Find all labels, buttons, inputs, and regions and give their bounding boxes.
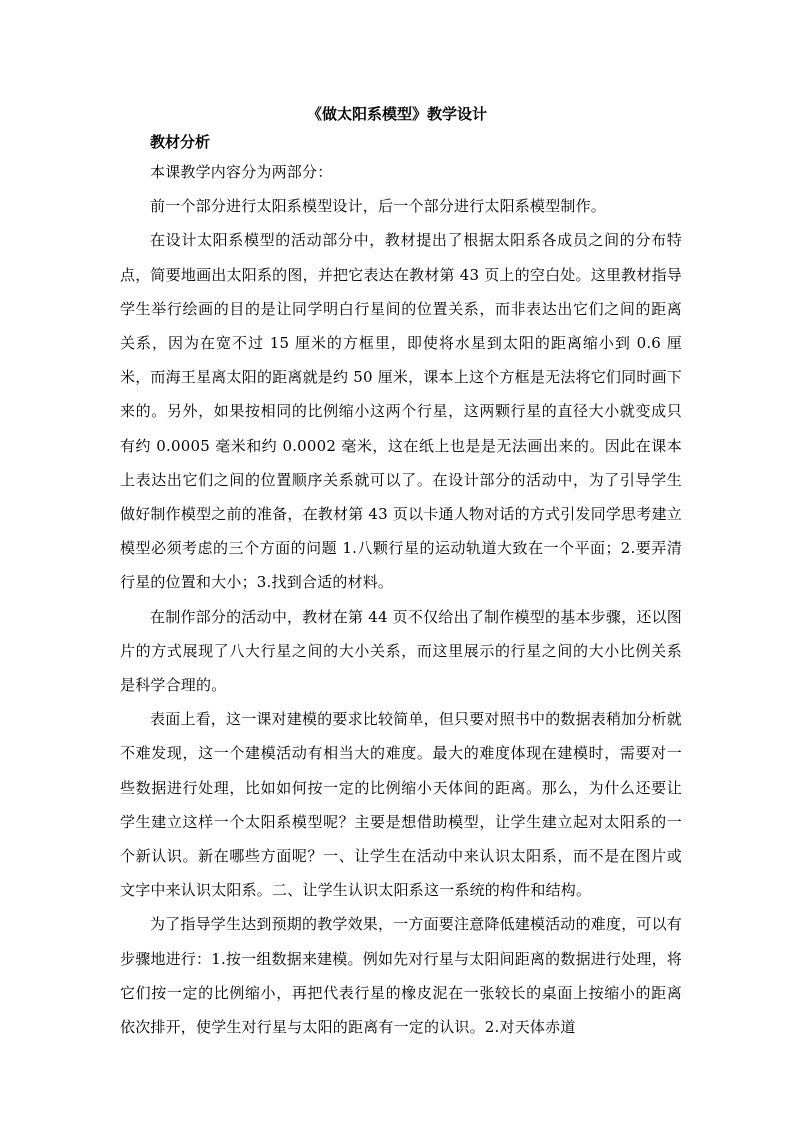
paragraph: 前一个部分进行太阳系模型设计，后一个部分进行太阳系模型制作。 (150, 197, 607, 216)
paragraph: 本课教学内容分为两部分： (150, 163, 333, 181)
paragraph: 在设计太阳系模型的活动部分中，教材提出了根据太阳系各成员之间的分布特点，简要地画出太阳系的图，并把它表达在教材第 43 页上的空白处。这里教材指导学生举行绘画的目的是让同学明白行星间的位置关系，而非表达出它们之间的距离关系，因为在宽不过 15 厘米的方框里，即使将水星到太阳的距离缩小到 0.6 厘米，而海王星离太阳的距离就是约 50 厘米，课本上这个方框是无法将它们同时画下来的。另外，如果按相同的比例缩小这两个行星，这两颗行星的直径大小就变成只有约 0.0005 毫米和约 0.0002 毫米，这在纸上也是是无法画出来的。因此在课本上表达出它们之间的位置顺序关系就可以了。在设计部分的活动中，为了引导学生做好制作模型之前的准备，在教材第 43 页以卡通人物对话的方式引发同学思考建立模型必须考虑的三个方面的问题 1.八颗行星的运动轨道大致在一个平面；2.要弄清行星的位置和大小；3.找到合适的材料。 (120, 231, 682, 592)
document-body (120, 155, 682, 1044)
section-heading: 教材分析 (150, 133, 211, 151)
document-title: 《做太阳系模型》教学设计 (306, 105, 487, 123)
paragraph: 为了指导学生达到预期的教学效果，一方面要注意降低建模活动的难度，可以有步骤地进行：1.按一组数据来建模。例如先对行星与太阳间距离的数据进行处理，将它们按一定的比例缩小，再把代表行星的橡皮泥在一张较长的桌面上按缩小的距离依次排开，使学生对行星与太阳的距离有一定的认识。2.对天体赤道 (120, 915, 683, 1037)
paragraph: 在制作部分的活动中，教材在第 44 页不仅给出了制作模型的基本步骤，还以图片的方式展现了八大行星之间的大小关系，而这里展示的行星之间的大小比例关系是科学合理的。 (120, 607, 682, 695)
paragraph: 表面上看，这一课对建模的要求比较简单，但只要对照书中的数据表稍加分析就不难发现，这一个建模活动有相当大的难度。最大的难度体现在建模时，需要对一些数据进行处理，比如如何按一定的比例缩小天体间的距离。那么，为什么还要让学生建立这样一个太阳系模型呢？主要是想借助模型，让学生建立起对太阳系的一个新认识。新在哪些方面呢？一、让学生在活动中来认识太阳系，而不是在图片或文字中来认识太阳系。二、让学生认识太阳系这一系统的构件和结构。 (120, 710, 683, 900)
